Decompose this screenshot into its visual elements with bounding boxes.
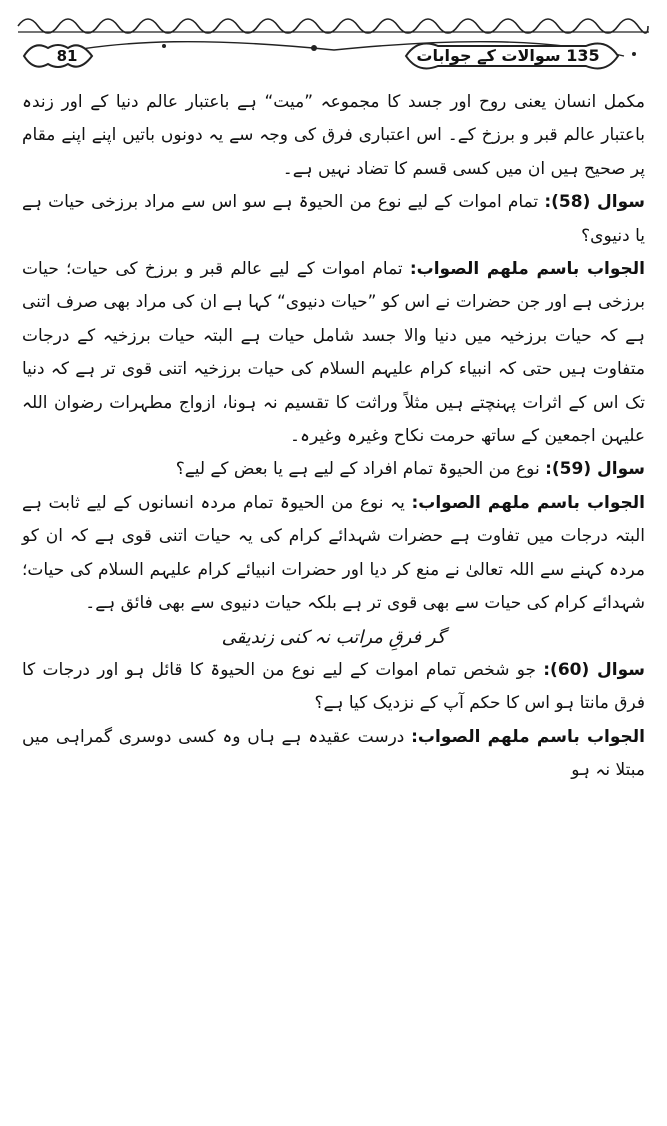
question-text: نوع من الحیوۃ تمام افراد کے لیے ہے یا بعض کے لیے؟: [175, 459, 540, 480]
answer-59: [22, 487, 645, 621]
page-content: [22, 86, 645, 1116]
question-60: [22, 654, 645, 721]
question-label: سوال (60):: [543, 659, 645, 680]
question-58: [22, 186, 645, 253]
answer-text: درست عقیدہ ہے ہاں وہ کسی دوسری گمراہی میں مبتلا نہ ہو: [22, 726, 645, 781]
question-text: جو شخص تمام اموات کے لیے نوع من الحیوۃ کا قائل ہو اور درجات کا فرق مانتا ہو اس کا حکم آپ کے نزدیک کیا ہے؟: [22, 659, 645, 714]
intro-paragraph: مکمل انسان یعنی روح اور جسد کا مجموعہ ”میت“ ہے باعتبار عالم دنیا کے اور زندہ باعتبار عالم قبر و برزخ کے۔ اس اعتباری فرق کی وجہ سے یہ دونوں باتیں اپنے اپنے مقام پر صحیح ہیں ان میں کسی قسم کا تضاد نہیں ہے۔: [22, 92, 645, 179]
answer-text: یہ نوع من الحیوۃ تمام مردہ انسانوں کے لیے ثابت ہے البتہ درجات میں تفاوت ہے حضرات شہدائے کرام کی یہ حیات اتنی قوی ہے کہ ان کو مردہ کہنے سے اللہ تعالیٰ نے منع کر دیا اور حضرات انبیائے کرام علیہم السلام کی حیات؛ شہدائے کرام کی حیات سے بھی قوی تر ہے بلکہ حیات دنیوی سے بھی فائق ہے۔: [22, 492, 645, 614]
question-text: تمام اموات کے لیے نوع من الحیوۃ ہے سو اس سے مراد برزخی حیات ہے یا دنیوی؟: [22, 192, 645, 246]
answer-label: الجواب باسم ملھم الصواب:: [411, 726, 645, 747]
answer-text: تمام اموات کے لیے عالم قبر و برزخ کی حیات؛ حیات برزخی ہے اور جن حضرات نے اس کو ”حیات دنیوی“ کہا ہے ان کی مراد بھی صرف اتنی ہے کہ حیات برزخیہ میں دنیا والا جسد شامل حیات ہے البتہ حیات برزخیہ کے درجات متفاوت ہیں حتی کہ انبیاء کرام علیہم السلام کی حیات برزخیہ اتنی قوی تر ہے کہ دنیا تک اس کے اثرات پہنچتے ہیں مثلاً وراثت کا تقسیم نہ ہونا، ازواج مطہرات رضوان اللہ علیہن اجمعین کے ساتھ حرمت نکاح وغیرہ وغیرہ۔: [22, 259, 645, 447]
book-title: 135 سوالات کے جوابات: [416, 46, 600, 65]
question-label: سوال (58):: [544, 192, 645, 213]
answer-58: [22, 253, 645, 453]
answer-label: الجواب باسم ملھم الصواب:: [409, 259, 646, 280]
page-number: 81: [56, 47, 78, 65]
answer-label: الجواب باسم ملھم الصواب:: [411, 492, 645, 513]
persian-verse: گر فرقِ مراتب نہ کنی زندیقی: [221, 626, 446, 648]
question-label: سوال (59):: [545, 459, 645, 480]
question-59: [22, 453, 645, 486]
answer-60: [22, 721, 645, 788]
